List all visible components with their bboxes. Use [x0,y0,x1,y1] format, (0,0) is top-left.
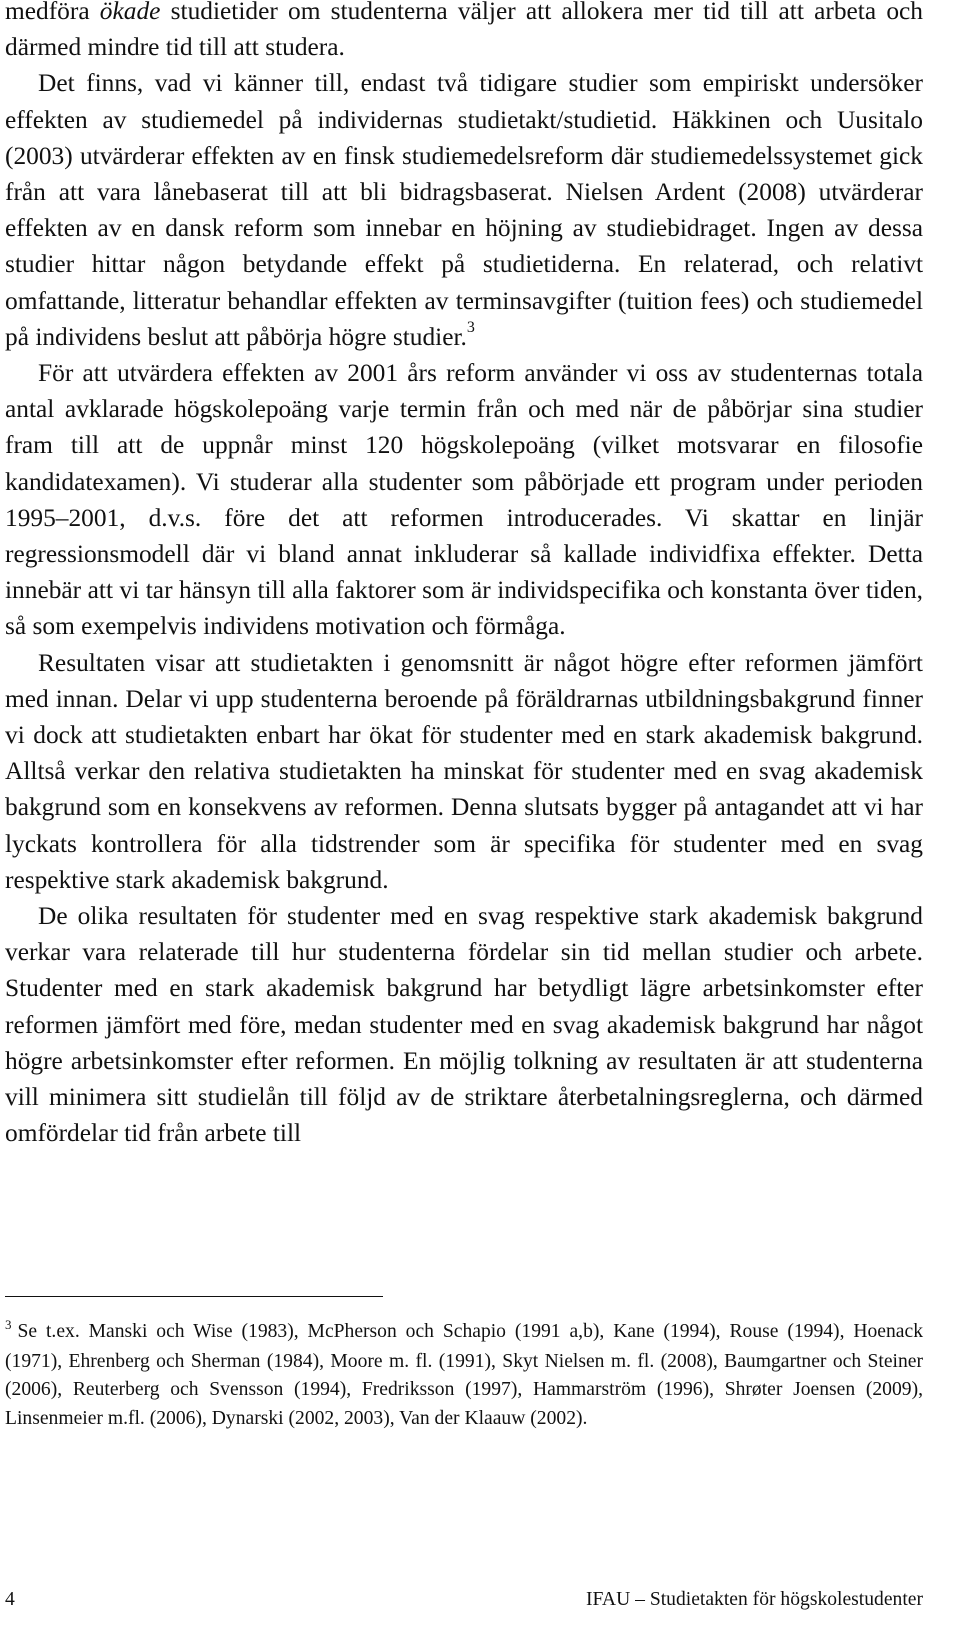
paragraph-1-start: medföra [5,0,100,25]
paragraph-5: De olika resultaten för studenter med en svag respektive stark akademisk bakgrund verkar vara relaterade till hur studenterna fördelar sin tid mellan studier och arbete. Studenter med en stark akademisk bakgrund har betydligt lägre arbetsinkomster efter reformen jämfört med före, medan studenter med en svag akademisk bakgrund har något högre arbetsinkomster efter reformen. En möjlig tolkning av resultaten är att studenterna vill minimera sitt studielån till följd av de striktare återbetalningsreglerna, och därmed omfördelar tid från arbete till [5,902,923,1148]
footnote-number: 3 [5,1317,12,1332]
paragraph-2 [5,65,923,355]
document-page [5,0,923,1152]
footnote-separator [5,1296,383,1297]
page-number: 4 [5,1589,15,1610]
paragraph-4: Resultaten visar att studietakten i genomsnitt är något högre efter reformen jämfört med innan. Delar vi upp studenterna beroende på föräldrarnas utbildningsbakgrund finner vi dock att studietakten enbart har ökat för studenter med en stark akademisk bakgrund. Alltså verkar den relativa studietakten ha minskat för studenter med en svag akademisk bakgrund som en konsekvens av reformen. Denna slutsats bygger på antagandet att vi har lyckats kontrollera för alla tidstrender som är specifika för studenter med en svag respektive stark akademisk bakgrund. [5,648,923,894]
footnote-text: Se t.ex. Manski och Wise (1983), McPherson och Schapio (1991 a,b), Kane (1994), Rouse (1994), Hoenack (1971), Ehrenberg och Sherman (1984), Moore m. fl. (1991), Skyt Nielsen m. fl. (2008), Baumgartner och Steiner (2006), Reuterberg och Svensson (1994), Fredriksson (1997), Hammarström (1996), Shrøter Joensen (2009), Linsenmeier m.fl. (2006), Dynarski (2002, 2003), Van der Klaauw (2002). [5,1321,923,1429]
footnote [5,1318,923,1433]
page-footer [5,1580,923,1620]
paragraph-2-text: Det finns, vad vi känner till, endast två tidigare studier som empiriskt undersöker effekten av studiemedel på individernas studietakt/studietid. Häkkinen och Uusitalo (2003) utvärderar effekten av en finsk studiemedelsreform där studiemedelssystemet gick från att vara lånebaserat till att bli bidragsbaserat. Nielsen Ardent (2008) utvärderar effekten av en dansk reform som innebar en höjning av studiebidraget. Ingen av dessa studier hittar någon betydande effekt på studietiderna. En relaterad, och relativt omfattande, litteratur behandlar effekten av terminsavgifter (tuition fees) och studiemedel på individens beslut att påbörja högre studier. [5,69,923,351]
paragraph-1-rest: studietider om studenterna väljer att allokera mer tid till att arbeta och därmed mindre tid till att studera. [5,0,923,62]
running-title: IFAU – Studietakten för högskolestudenter [585,1589,923,1610]
footnote-reference: 3 [466,319,475,337]
paragraph-1-emphasis: ökade [99,0,161,25]
body-text [5,0,923,1152]
paragraph-3: För att utvärdera effekten av 2001 års reform använder vi oss av studenternas totala antal avklarade högskolepoäng varje termin från och med när de påbörjar sina studier fram till att de uppnår minst 120 högskolepoäng (vilket motsvarar en filosofie kandidatexamen). Vi studerar alla studenter som påbörjade ett program under perioden 1995–2001, d.v.s. före det att reformen introducerades. Vi skattar en linjär regressionsmodell där vi bland annat inkluderar så kallade individfixa effekter. Detta innebär att vi tar hänsyn till alla faktorer som är individspecifika och konstanta över tiden, så som exempelvis individens motivation och förmåga. [5,359,923,641]
paragraph-1 [5,0,923,65]
